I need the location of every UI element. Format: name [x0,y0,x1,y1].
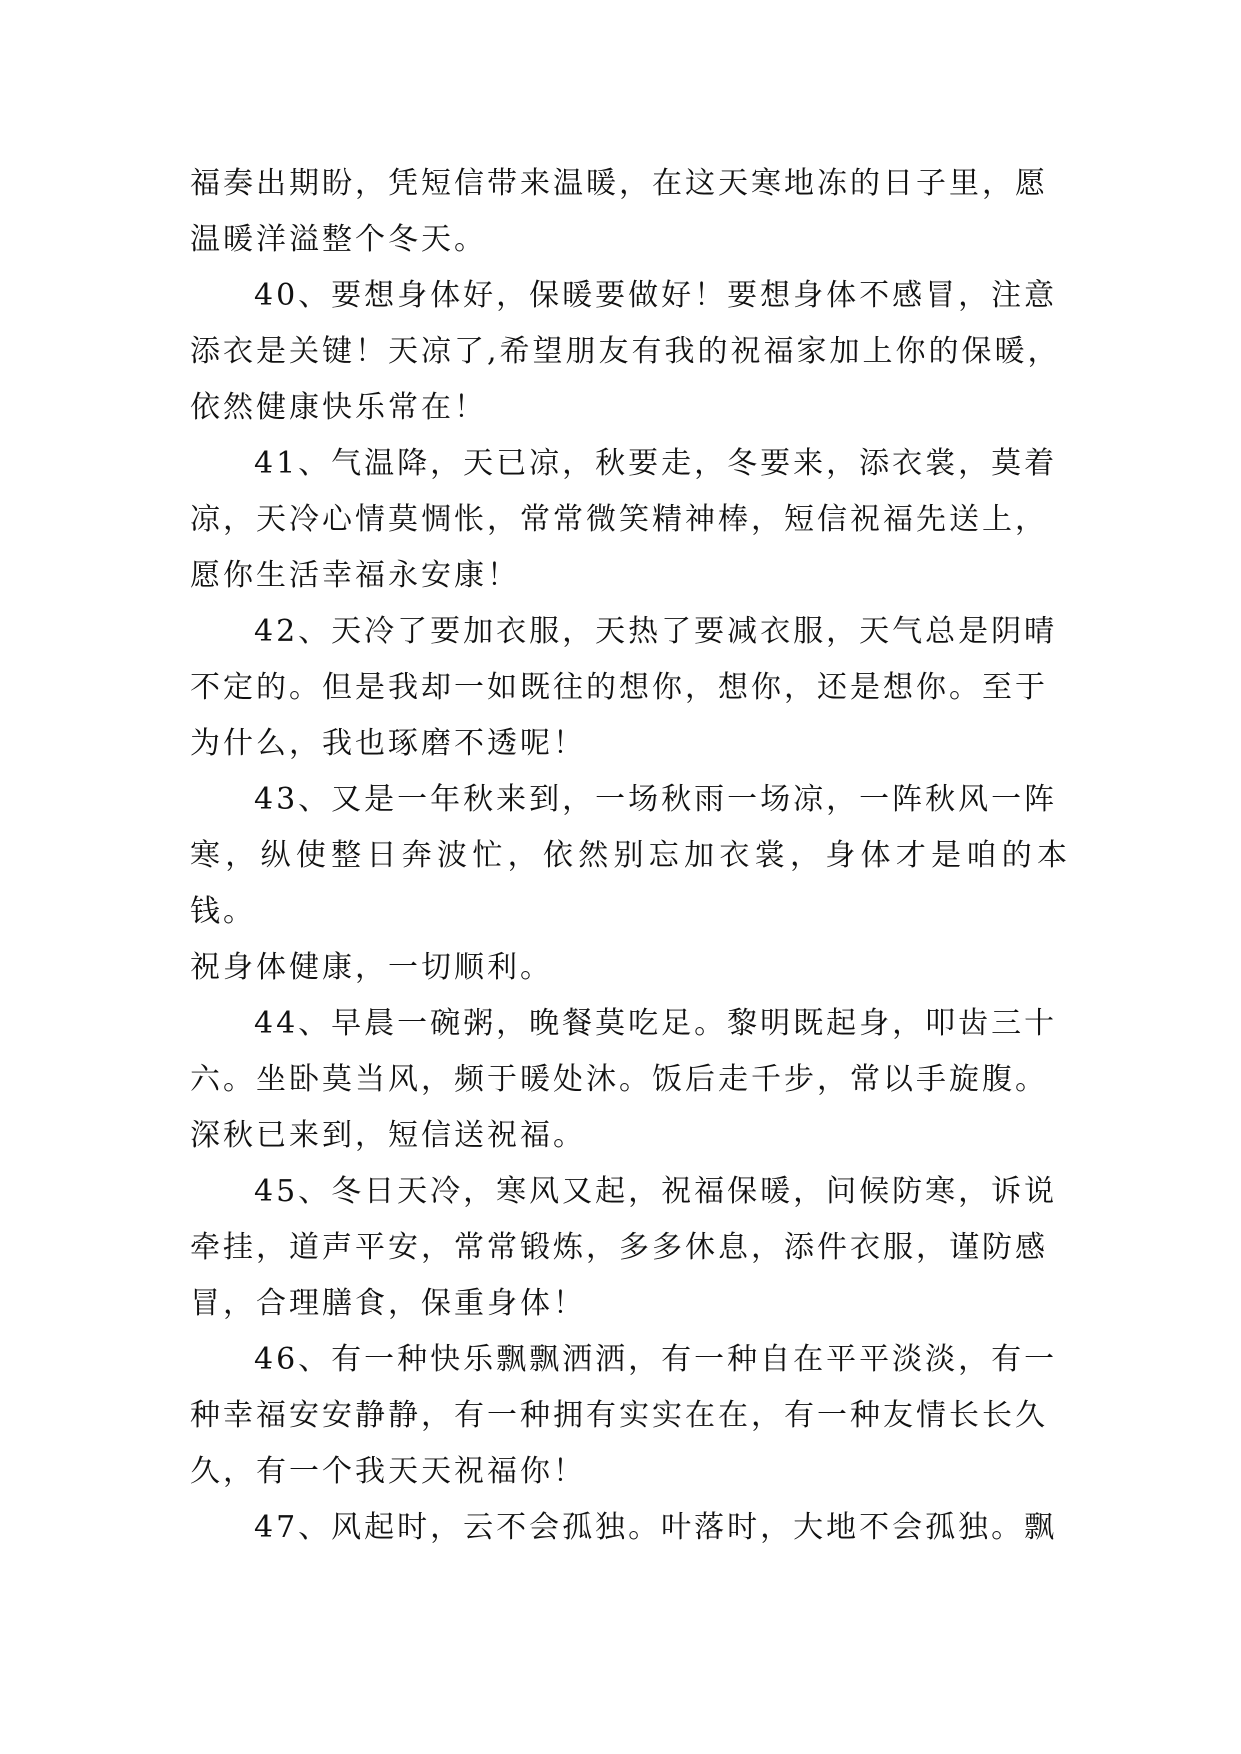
text-line: 41、气温降，天已凉，秋要走，冬要来，添衣裳，莫着 [254,446,1058,481]
text-line: 福奏出期盼，凭短信带来温暖，在这天寒地冻的日子里，愿 [190,166,1048,201]
text-line: 45、冬日天冷，寒风又起，祝福保暖，问候防寒，诉说 [254,1174,1058,1209]
text-line: 添衣是关键！天凉了,希望朋友有我的祝福家加上你的保暖， [190,334,1061,369]
text-line: 不定的。但是我却一如既往的想你，想你，还是想你。至于 [190,670,1048,705]
text-line: 凉，天冷心情莫惆怅，常常微笑精神棒，短信祝福先送上， [190,502,1048,537]
paragraph-43 [190,772,1070,996]
text-line: 为什么，我也琢磨不透呢！ [190,726,586,761]
paragraph-46 [190,1332,1070,1500]
text-line: 寒，纵使整日奔波忙，依然别忘加衣裳，身体才是咱的本钱。 [190,838,1070,929]
text-line: 牵挂，道声平安，常常锻炼，多多休息，添件衣服，谨防感 [190,1230,1048,1265]
text-line: 47、风起时，云不会孤独。叶落时，大地不会孤独。飘 [254,1510,1058,1545]
paragraph-41 [190,436,1070,604]
paragraph-44 [190,996,1070,1164]
text-line: 愿你生活幸福永安康！ [190,558,520,593]
text-line: 祝身体健康，一切顺利。 [190,950,553,985]
text-line: 深秋已来到，短信送祝福。 [190,1118,586,1153]
text-line: 42、天冷了要加衣服，天热了要减衣服，天气总是阴晴 [254,614,1058,649]
paragraph-47 [190,1500,1070,1556]
text-line: 温暖洋溢整个冬天。 [190,222,487,257]
text-line: 久，有一个我天天祝福你！ [190,1454,586,1489]
text-line: 冒，合理膳食，保重身体！ [190,1286,586,1321]
paragraph-40 [190,268,1070,436]
paragraph [190,156,1070,268]
text-line: 40、要想身体好，保暖要做好！要想身体不感冒，注意 [254,278,1058,313]
text-line: 46、有一种快乐飘飘洒洒，有一种自在平平淡淡，有一 [254,1342,1058,1377]
text-line: 44、早晨一碗粥，晚餐莫吃足。黎明既起身，叩齿三十 [254,1006,1058,1041]
text-line: 43、又是一年秋来到，一场秋雨一场凉，一阵秋风一阵 [254,782,1058,817]
document-body [190,156,1070,1556]
paragraph-42 [190,604,1070,772]
text-line: 依然健康快乐常在！ [190,390,487,425]
text-line: 六。坐卧莫当风，频于暖处沐。饭后走千步，常以手旋腹。 [190,1062,1048,1097]
paragraph-45 [190,1164,1070,1332]
text-line: 种幸福安安静静，有一种拥有实实在在，有一种友情长长久 [190,1398,1048,1433]
